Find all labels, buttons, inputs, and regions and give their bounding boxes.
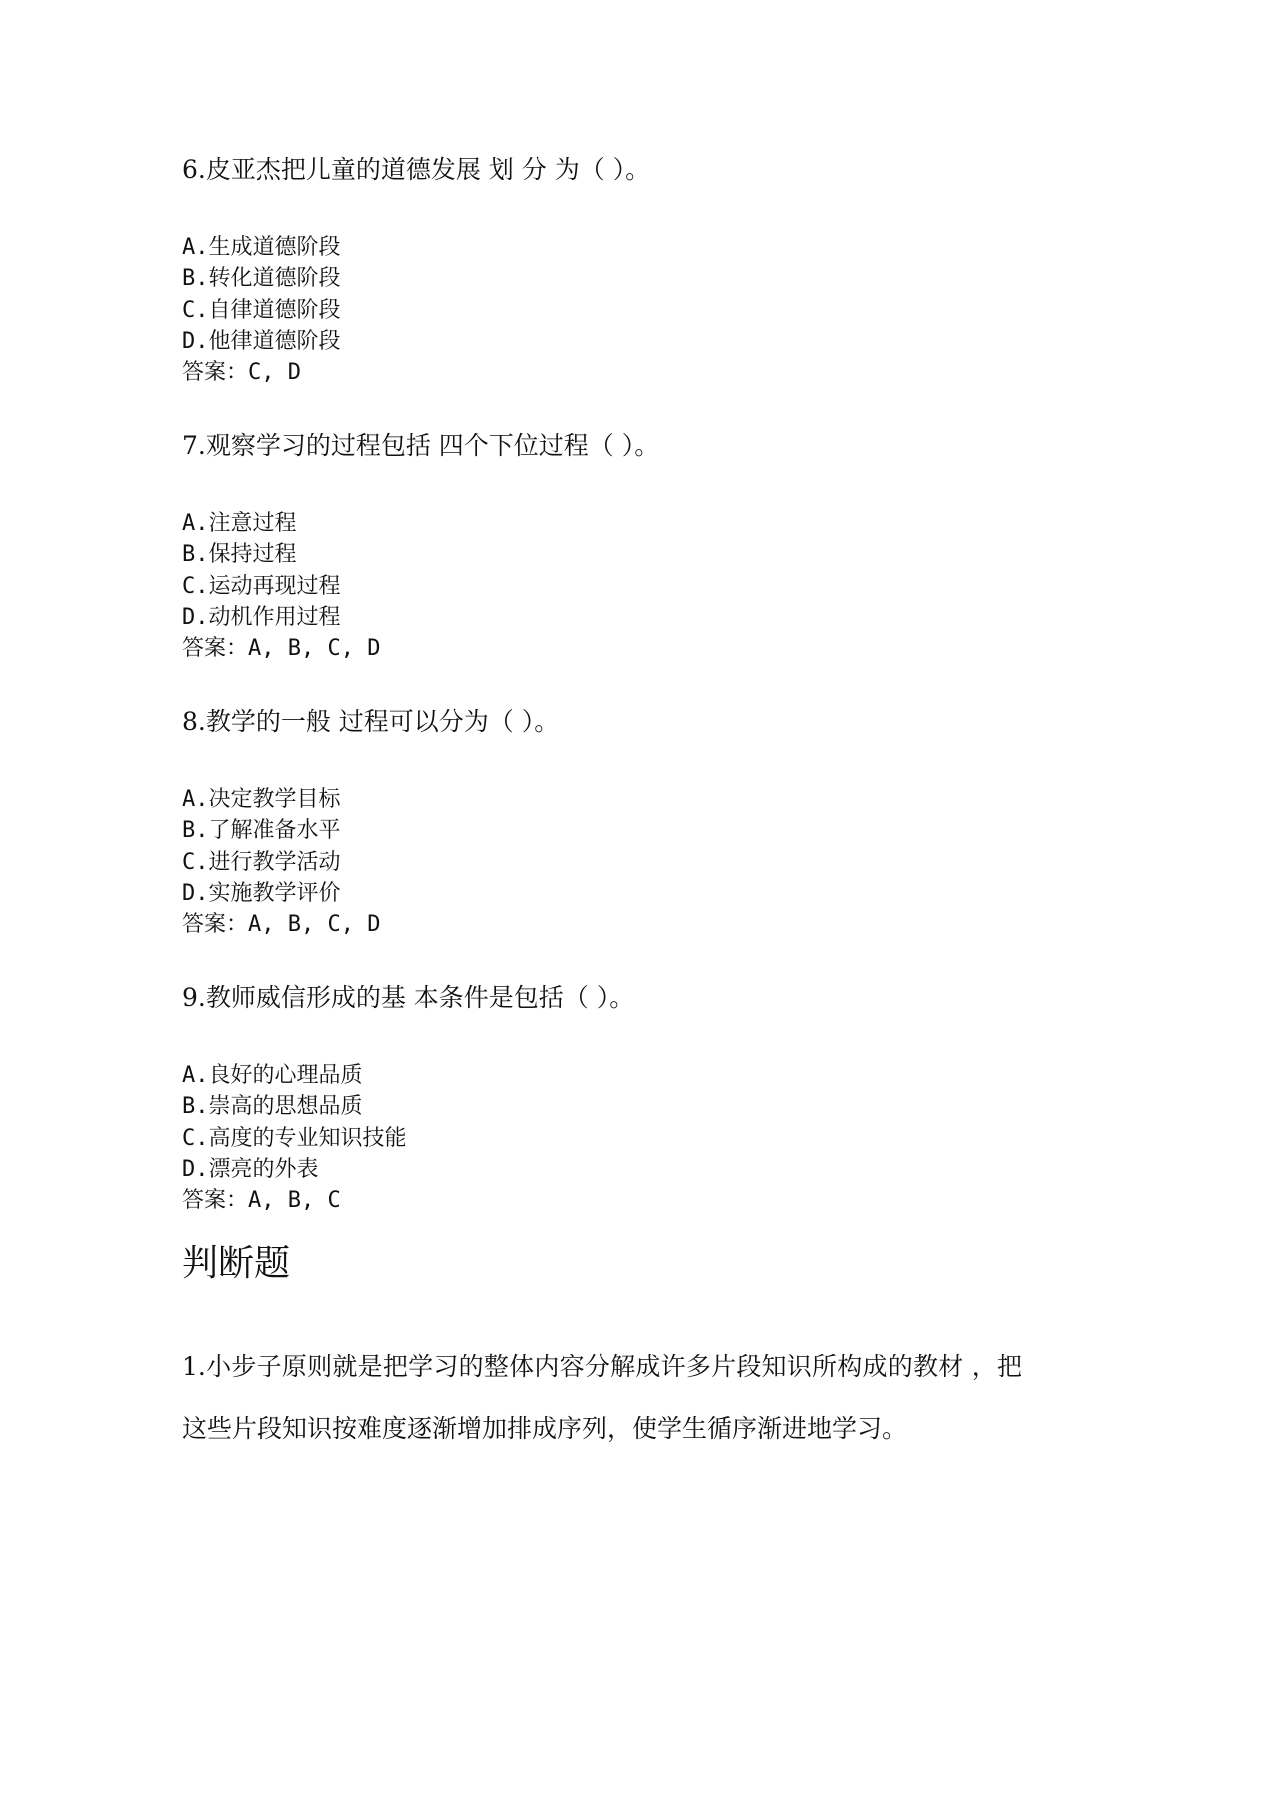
option-a: A.生成道德阶段: [182, 235, 341, 260]
question-title: 7.观察学习的过程包括 四个下位过程（ ）。: [182, 431, 660, 460]
option-d: D.动机作用过程: [182, 604, 341, 630]
answer-line: 答案：A, B, C: [182, 1188, 341, 1214]
option-d: D.实施教学评价: [182, 880, 341, 906]
option-b: B.转化道德阶段: [182, 266, 341, 292]
answer-line: 答案：C, D: [182, 360, 301, 386]
option-c: C.高度的专业知识技能: [182, 1125, 407, 1151]
option-a: A.良好的心理品质: [182, 1063, 363, 1088]
question-options: [182, 1060, 407, 1185]
option-d: D.他律道德阶段: [182, 328, 341, 354]
section-heading: 判断题: [182, 1243, 291, 1284]
question-options-wrap: [182, 784, 380, 940]
question-title: 9.教师威信形成的基 本条件是包括（ ）。: [182, 983, 635, 1012]
question-options-wrap: [182, 1060, 407, 1216]
question-6: [182, 153, 1082, 386]
question-9: [182, 981, 1082, 1214]
option-a: A.注意过程: [182, 511, 297, 536]
question-title: 6.皮亚杰把儿童的道德发展 划 分 为（ ）。: [182, 155, 651, 184]
option-b: B.了解准备水平: [182, 818, 341, 844]
true-false-question-1: 1.小步子原则就是把学习的整体内容分解成许多片段知识所构成的教材 ，把这些片段知识按难度逐渐增加排成序列，使学生循序渐进地学习。: [182, 1352, 1022, 1443]
question-options: [182, 232, 341, 357]
question-options-wrap: [182, 232, 341, 388]
question-7: [182, 429, 1082, 662]
option-b: B.崇高的思想品质: [182, 1094, 363, 1120]
option-a: A.决定教学目标: [182, 787, 341, 812]
answer-line: 答案：A, B, C, D: [182, 912, 381, 938]
option-d: D.漂亮的外表: [182, 1156, 319, 1182]
question-8: [182, 705, 1082, 938]
question-options: [182, 508, 380, 633]
option-c: C.进行教学活动: [182, 849, 341, 875]
question-options-wrap: [182, 508, 380, 664]
answer-line: 答案：A, B, C, D: [182, 636, 381, 662]
option-b: B.保持过程: [182, 542, 297, 568]
question-options: [182, 784, 380, 909]
option-c: C.自律道德阶段: [182, 297, 341, 323]
option-c: C.运动再现过程: [182, 573, 341, 599]
question-title: 8.教学的一般 过程可以分为（ ）。: [182, 707, 560, 736]
